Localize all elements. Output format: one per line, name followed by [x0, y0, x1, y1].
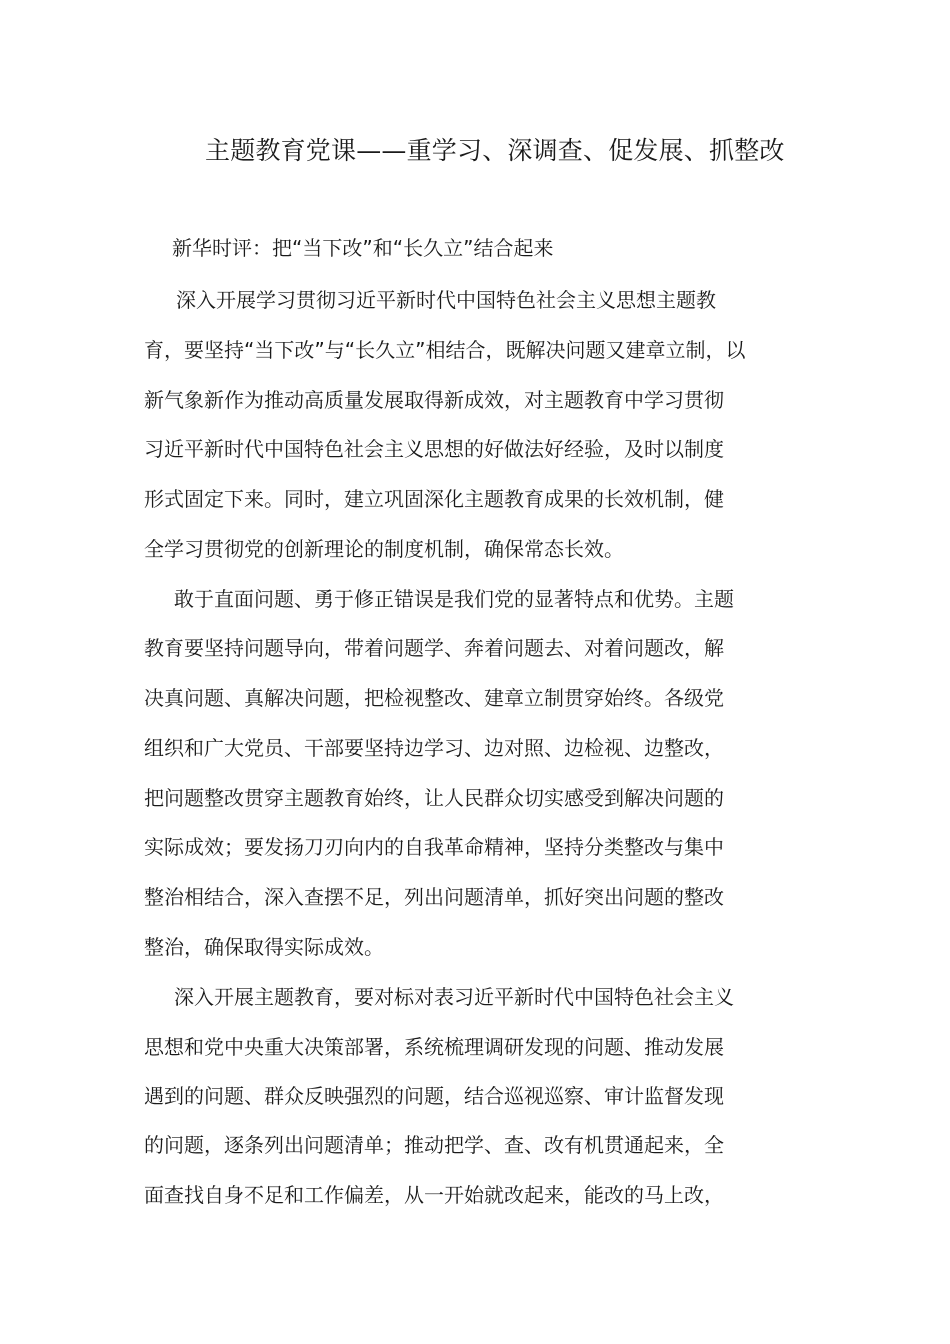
paragraph-3-line-2: 思想和党中央重大决策部署，系统梳理调研发现的问题、推动发展 [144, 1035, 724, 1059]
paragraph-3-line-1: 深入开展主题教育，要对标对表习近平新时代中国特色社会主义 [174, 985, 734, 1009]
paragraph-1-line-5: 形式固定下来。同时，建立巩固深化主题教育成果的长效机制，健 [144, 487, 724, 511]
paragraph-2-line-6: 实际成效；要发扬刀刃向内的自我革命精神，坚持分类整改与集中 [144, 835, 724, 859]
paragraph-2-line-8: 整治，确保取得实际成效。 [144, 935, 384, 959]
paragraph-2-line-3: 决真问题、真解决问题，把检视整改、建章立制贯穿始终。各级党 [144, 686, 724, 710]
paragraph-1-line-2: 育，要坚持“当下改”与“长久立”相结合，既解决问题又建章立制，以 [144, 338, 746, 362]
paragraph-3-line-5: 面查找自身不足和工作偏差，从一开始就改起来，能改的马上改， [144, 1183, 724, 1207]
paragraph-3-line-3: 遇到的问题、群众反映强烈的问题，结合巡视巡察、审计监督发现 [144, 1084, 724, 1108]
paragraph-2-line-1: 敢于直面问题、勇于修正错误是我们党的显著特点和优势。主题 [174, 587, 734, 611]
paragraph-2-line-2: 教育要坚持问题导向，带着问题学、奔着问题去、对着问题改，解 [144, 636, 724, 660]
document-title: 主题教育党课——重学习、深调查、促发展、抓整改 [205, 136, 785, 165]
paragraph-2-line-4: 组织和广大党员、干部要坚持边学习、边对照、边检视、边整改， [144, 736, 724, 760]
paragraph-2-line-7: 整治相结合，深入查摆不足，列出问题清单，抓好突出问题的整改 [144, 885, 724, 909]
paragraph-1-line-3: 新气象新作为推动高质量发展取得新成效，对主题教育中学习贯彻 [144, 388, 724, 412]
document-subtitle: 新华时评：把“当下改”和“长久立”结合起来 [172, 236, 554, 260]
paragraph-1-line-4: 习近平新时代中国特色社会主义思想的好做法好经验，及时以制度 [144, 437, 724, 461]
paragraph-2-line-5: 把问题整改贯穿主题教育始终，让人民群众切实感受到解决问题的 [144, 786, 724, 810]
paragraph-1-line-6: 全学习贯彻党的创新理论的制度机制，确保常态长效。 [144, 537, 624, 561]
paragraph-3-line-4: 的问题，逐条列出问题清单；推动把学、查、改有机贯通起来，全 [144, 1133, 724, 1157]
paragraph-1-line-1: 深入开展学习贯彻习近平新时代中国特色社会主义思想主题教 [176, 288, 716, 312]
